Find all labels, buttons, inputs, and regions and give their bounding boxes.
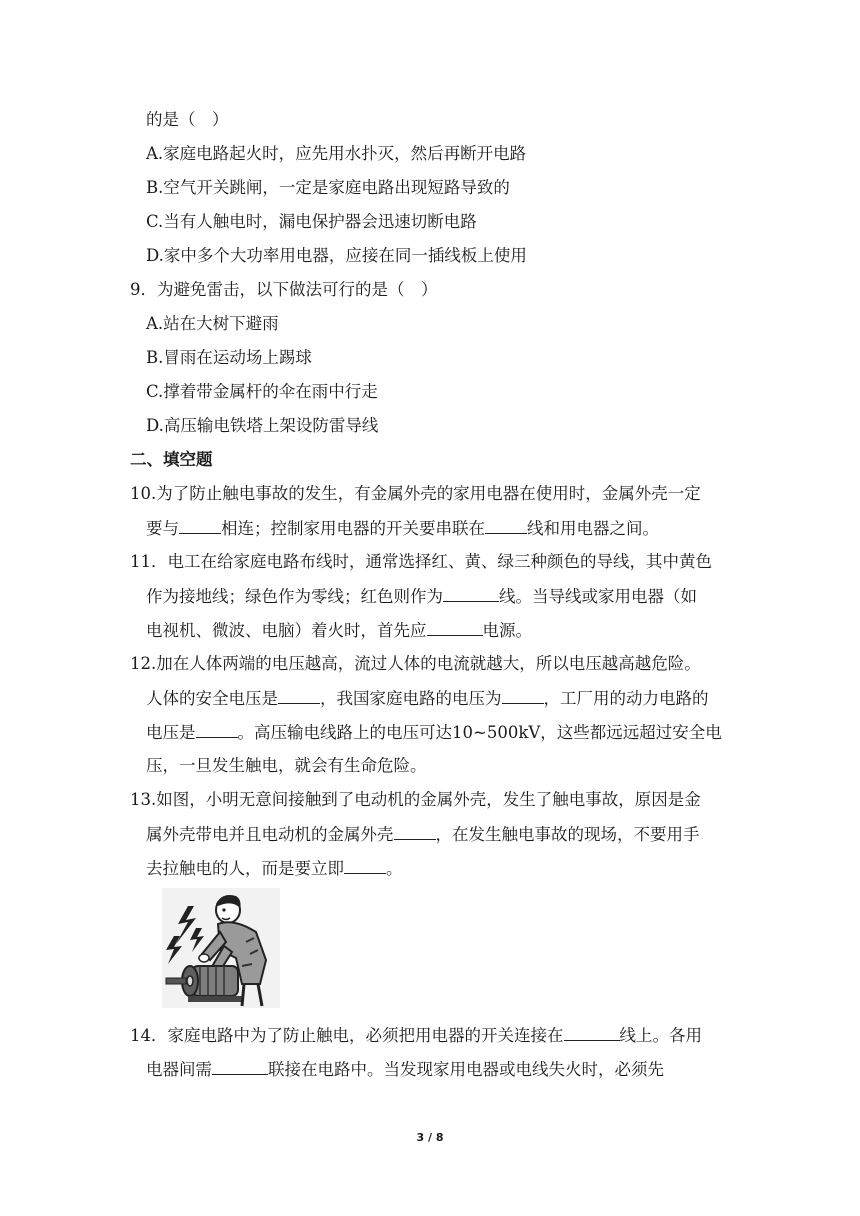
q12-text-d: 电压是 bbox=[146, 723, 196, 742]
answer-blank bbox=[427, 619, 483, 636]
answer-blank bbox=[196, 721, 238, 738]
q11-line-1: 11．电工在给家庭电路布线时，通常选择红、黄、绿三种颜色的导线，其中黄色 bbox=[130, 552, 712, 571]
q13-text-d: 。 bbox=[386, 859, 403, 878]
q13-line-2 bbox=[146, 823, 700, 846]
q11-text-d: 电源。 bbox=[482, 621, 532, 640]
q8-stem-end: 的是（ ） bbox=[146, 110, 229, 129]
q8-option-a: A.家庭电路起火时，应先用水扑灭，然后再断开电路 bbox=[146, 144, 527, 163]
q8-option-c: C.当有人触电时，漏电保护器会迅速切断电路 bbox=[146, 212, 477, 231]
answer-blank bbox=[485, 517, 527, 534]
page-number: 3 / 8 bbox=[416, 1131, 444, 1144]
q11-text-c: 电视机、微波、电脑）着火时，首先应 bbox=[146, 621, 427, 640]
q10-text-a: 要与 bbox=[146, 519, 179, 538]
q14-text-b: 线上。各用 bbox=[619, 1026, 702, 1045]
q9-option-d: D.高压输电铁塔上架设防雷导线 bbox=[146, 416, 379, 435]
q12-text-a: 人体的安全电压是 bbox=[146, 689, 278, 708]
q10-line-1: 10.为了防止触电事故的发生，有金属外壳的家用电器在使用时，金属外壳一定 bbox=[130, 484, 701, 503]
answer-blank bbox=[394, 823, 436, 840]
answer-blank bbox=[443, 585, 499, 602]
q14-line-1 bbox=[130, 1024, 702, 1047]
answer-blank bbox=[212, 1058, 268, 1075]
answer-blank bbox=[278, 687, 320, 704]
answer-blank bbox=[502, 687, 544, 704]
q10-text-c: 线和用电器之间。 bbox=[527, 519, 659, 538]
q8-option-b: B.空气开关跳闸，一定是家庭电路出现短路导致的 bbox=[146, 178, 510, 197]
q13-text-a: 属外壳带电并且电动机的金属外壳 bbox=[146, 825, 394, 844]
q9-stem: 9．为避免雷击，以下做法可行的是（ ） bbox=[130, 280, 438, 299]
q13-text-c: 去拉触电的人，而是要立即 bbox=[146, 859, 344, 878]
q8-option-d: D.家中多个大功率用电器，应接在同一插线板上使用 bbox=[146, 246, 527, 265]
q11-line-2 bbox=[146, 585, 697, 608]
q11-line-3 bbox=[146, 619, 532, 642]
answer-blank bbox=[344, 857, 386, 874]
q9-option-a: A.站在大树下避雨 bbox=[146, 314, 279, 333]
q11-text-a: 作为接地线；绿色作为零线；红色则作为 bbox=[146, 587, 443, 606]
q12-line-1: 12.加在人体两端的电压越高，流过人体的电流就越大，所以电压越高越危险。 bbox=[130, 654, 701, 673]
q10-line-2 bbox=[146, 517, 659, 540]
q14-text-c: 电器间需 bbox=[146, 1060, 212, 1079]
q12-text-b: ，我国家庭电路的电压为 bbox=[320, 689, 502, 708]
q14-text-a: 14．家庭电路中为了防止触电，必须把用电器的开关连接在 bbox=[130, 1026, 564, 1045]
answer-blank bbox=[564, 1024, 620, 1041]
q13-line-3 bbox=[146, 857, 403, 880]
q11-text-b: 线。当导线或家用电器（如 bbox=[499, 587, 697, 606]
answer-blank bbox=[179, 517, 221, 534]
q10-text-b: 相连；控制家用电器的开关要串联在 bbox=[221, 519, 485, 538]
q12-text-e: 。高压输电线路上的电压可达10~500kV，这些都远远超过安全电 bbox=[237, 723, 722, 742]
q12-line-3 bbox=[146, 721, 722, 744]
q9-option-c: C.撑着带金属杆的伞在雨中行走 bbox=[146, 382, 378, 401]
q13-text-b: ，在发生触电事故的现场，不要用手 bbox=[435, 825, 700, 844]
q14-text-d: 联接在电路中。当发现家用电器或电线失火时，必须先 bbox=[268, 1060, 664, 1079]
q12-text-c: ，工厂用的动力电路的 bbox=[543, 689, 709, 708]
section-title-fill-in: 二、填空题 bbox=[130, 450, 213, 469]
q13-line-1: 13.如图，小明无意间接触到了电动机的金属外壳，发生了触电事故，原因是金 bbox=[130, 790, 701, 809]
electric-shock-motor-figure bbox=[162, 888, 280, 1008]
q14-line-2 bbox=[146, 1058, 664, 1081]
q12-line-4: 压，一旦发生触电，就会有生命危险。 bbox=[146, 756, 427, 775]
q9-option-b: B.冒雨在运动场上踢球 bbox=[146, 348, 312, 367]
q12-line-2 bbox=[146, 687, 709, 710]
